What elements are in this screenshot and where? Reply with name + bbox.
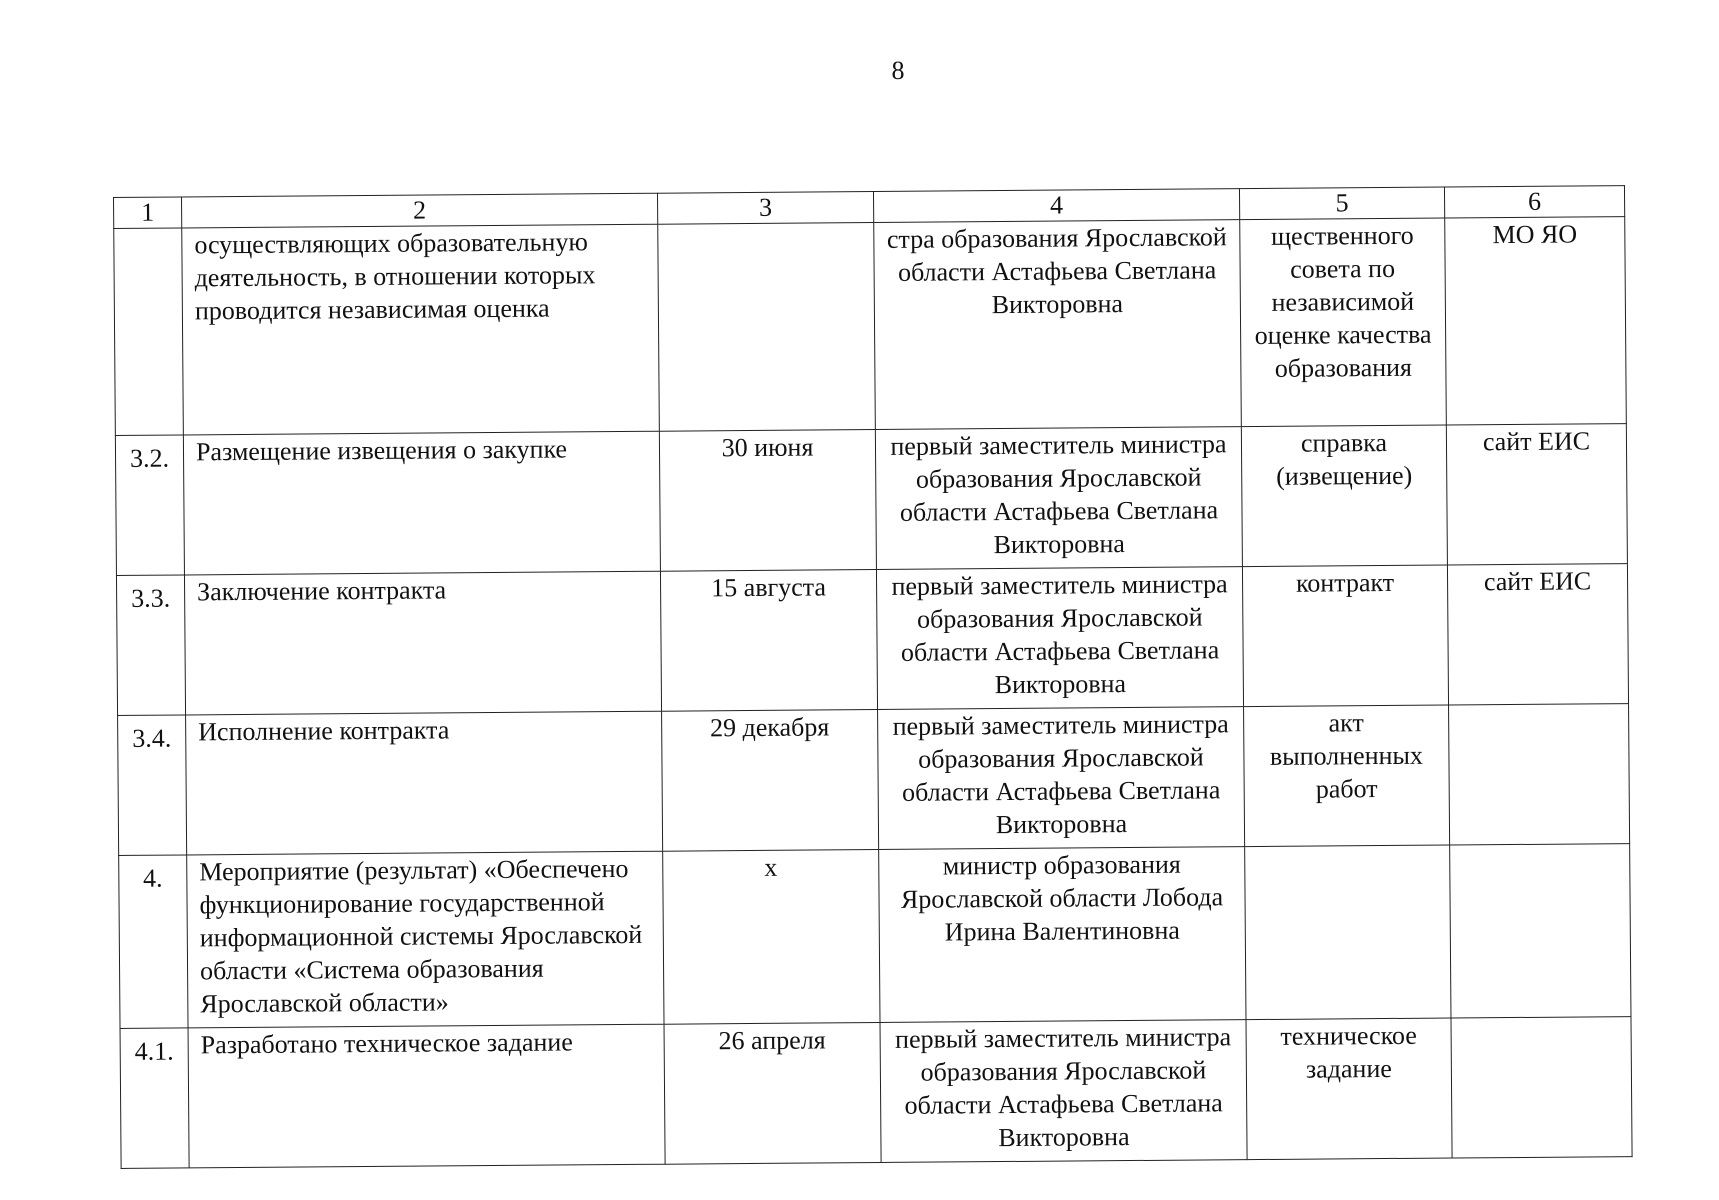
column-header: 2 [182,193,658,228]
column-header: 1 [114,197,182,229]
responsible-person: первый заместитель министра образования Ярославской области Астафьева Светлана Викторовна [876,567,1243,710]
information-system [1450,844,1631,1018]
row-number: 4. [119,855,188,1029]
responsible-person: первый заместитель министра образования Ярославской области Астафьева Светлана Викторовна [875,427,1242,570]
table-row [118,704,1630,856]
responsible-person: первый заместитель министра образования Ярославской области Астафьева Светлана Викторовна [880,1020,1247,1163]
confirming-document: контракт [1242,565,1448,707]
row-number: 3.3. [116,575,185,716]
row-number: 3.4. [118,715,187,856]
table-row [116,564,1628,716]
column-header: 5 [1239,187,1444,220]
confirming-document: техническое задание [1246,1018,1452,1160]
activity-name: Заключение контракта [184,571,661,715]
confirming-document: справка (извещение) [1241,425,1447,567]
activity-name: Размещение извещения о закупке [183,431,660,575]
plan-table [113,185,1633,1169]
responsible-person: первый заместитель министра образования Ярославской области Астафьева Светлана Викторовна [878,707,1245,850]
column-header: 6 [1444,186,1624,218]
row-number [114,228,184,436]
page-number: 8 [891,56,905,85]
deadline: х [663,850,880,1025]
deadline: 15 августа [660,570,877,712]
confirming-document: акт выполненных работ [1244,705,1450,847]
responsible-person: министр образования Ярославской области Лобода Ирина Валентиновна [879,847,1246,1023]
deadline [658,223,876,432]
column-header: 4 [873,189,1239,223]
row-number: 3.2. [115,435,184,576]
table-row [120,1017,1632,1169]
information-system: сайт ЕИС [1446,424,1627,565]
confirming-document [1245,845,1451,1020]
activity-name: Исполнение контракта [186,711,663,855]
column-header: 3 [657,192,873,225]
table-row [119,844,1631,1029]
information-system [1449,704,1630,845]
deadline: 30 июня [659,430,876,572]
information-system: сайт ЕИС [1447,564,1628,705]
confirming-document: щественного совета по независимой оценке качества образования [1240,218,1447,427]
activity-name: Мероприятие (результат) «Обеспечено функционирование государственной информационной системы Ярославской области «Система образования Ярославской области» [187,851,664,1028]
information-system [1451,1017,1632,1158]
table-row [115,424,1627,576]
deadline: 29 декабря [662,710,879,852]
row-number: 4.1. [120,1028,189,1169]
table-row [114,217,1627,436]
deadline: 26 апреля [664,1023,881,1165]
information-system: МО ЯО [1445,217,1627,425]
plan-table-wrapper [113,185,1632,1169]
activity-name: осуществляющих образовательную деятельность, в отношении которых проводится независимая оценка [182,224,660,435]
responsible-person: стра образования Ярославской области Астафьева Светлана Викторовна [874,220,1242,430]
activity-name: Разработано техническое задание [188,1024,665,1168]
